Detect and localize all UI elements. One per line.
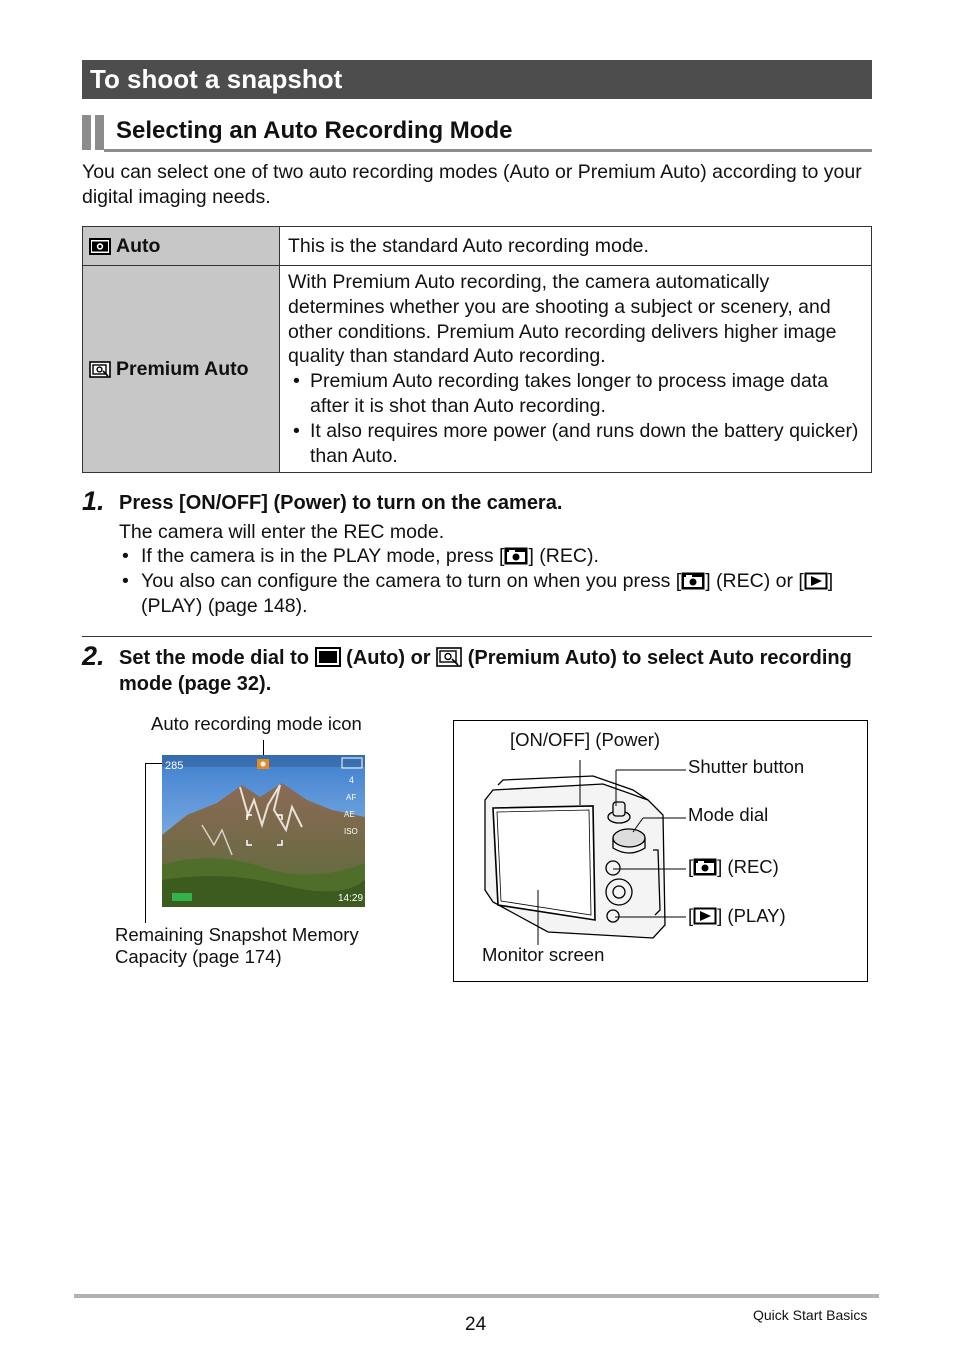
list-item: • It also requires more power (and runs down the battery quicker) than Auto. xyxy=(288,419,863,469)
mode-description: With Premium Auto recording, the camera automatically determines whether you are shooting a subject or scenery, and other conditions. Premium Auto recording delivers higher image quality than standard Auto recording. xyxy=(288,271,837,368)
chapter-title-bar xyxy=(82,60,872,99)
play-button-label: [ ] (PLAY) xyxy=(688,905,786,926)
battery-icon xyxy=(172,893,192,901)
mode-label-cell xyxy=(83,266,280,473)
step-number: 1. xyxy=(82,486,105,516)
camera-mode-icon xyxy=(89,238,111,255)
callout-line xyxy=(145,763,146,923)
monitor-screen-label: Monitor screen xyxy=(482,944,605,965)
svg-text:ISO: ISO xyxy=(344,827,358,836)
step-divider xyxy=(82,636,872,637)
list-item: • If the camera is in the PLAY mode, press [ ] (REC). xyxy=(122,545,599,567)
remaining-capacity-label: Remaining Snapshot Memory Capacity (page 174) xyxy=(115,924,359,967)
section-marker xyxy=(95,115,104,150)
time-readout: 14:29 xyxy=(338,893,364,904)
premium-auto-icon xyxy=(89,361,111,378)
shutter-button-label: Shutter button xyxy=(688,756,805,777)
mode-label: Auto xyxy=(116,234,161,257)
list-item: • Premium Auto recording takes longer to process image data after it is shot than Auto recording. xyxy=(288,369,863,419)
table-row xyxy=(83,266,872,473)
section-underline xyxy=(104,149,872,152)
auto-mode-icon xyxy=(315,647,341,667)
svg-text:4: 4 xyxy=(349,775,355,785)
mode-label-cell xyxy=(83,227,280,266)
svg-text:AF: AF xyxy=(346,793,357,802)
premium-auto-icon xyxy=(436,647,462,667)
camera-illustration xyxy=(453,720,867,982)
step-title: Press [ON/OFF] (Power) to turn on the camera. xyxy=(119,492,563,514)
svg-text:AE: AE xyxy=(344,810,355,819)
chapter-title: To shoot a snapshot xyxy=(90,64,343,94)
play-icon xyxy=(804,572,828,590)
step-body: The camera will enter the REC mode. xyxy=(119,521,445,543)
step-number: 2. xyxy=(82,641,105,671)
page-number: 24 xyxy=(465,1314,487,1335)
camera-rec-icon xyxy=(681,572,705,590)
rec-button-label: [ ] (REC) xyxy=(688,856,779,877)
callout-line xyxy=(145,763,163,764)
table-row xyxy=(83,227,872,266)
mountain-scene-image xyxy=(162,755,365,907)
intro-paragraph: You can select one of two auto recording modes (Auto or Premium Auto) according to your digital imaging needs. xyxy=(82,161,862,208)
remaining-shots-readout: 285 xyxy=(165,760,184,772)
section-title: Selecting an Auto Recording Mode xyxy=(116,117,513,144)
mode-label: Premium Auto xyxy=(116,357,249,380)
step-title: Set the mode dial to (Auto) or (Premium Auto) to select Auto recording mode (page 32). xyxy=(119,647,852,695)
step-bullets xyxy=(119,544,869,619)
mode-dial-label: Mode dial xyxy=(688,804,769,825)
footer-section-name: Quick Start Basics xyxy=(753,1307,868,1323)
mode-description-cell xyxy=(280,266,872,473)
mode-table xyxy=(82,226,872,473)
auto-recording-icon-label: Auto recording mode icon xyxy=(151,713,362,734)
camera-rec-icon xyxy=(504,547,528,565)
mode-notes xyxy=(288,369,863,468)
power-button-label: [ON/OFF] (Power) xyxy=(510,729,661,750)
footer-rule xyxy=(74,1294,879,1298)
list-item: • You also can configure the camera to turn on when you press [ ] (REC) or [ ] (PLAY) (page 148). xyxy=(122,570,834,617)
mode-description: This is the standard Auto recording mode. xyxy=(280,227,872,266)
section-marker xyxy=(82,115,91,150)
monitor-preview xyxy=(162,755,365,907)
